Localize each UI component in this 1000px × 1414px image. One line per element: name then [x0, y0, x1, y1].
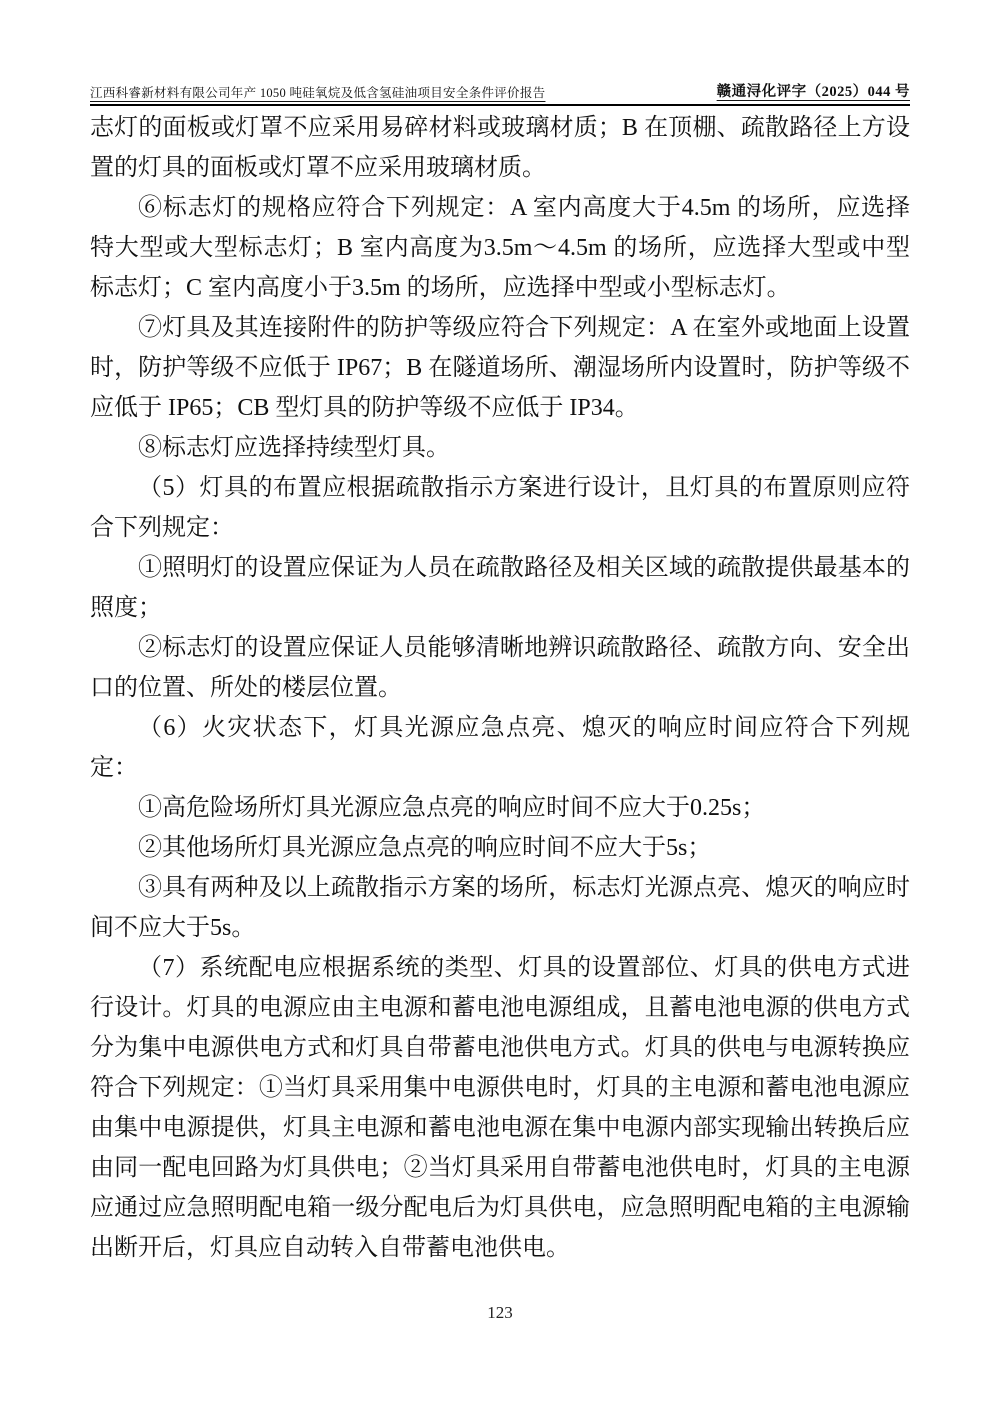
page-header: [90, 80, 910, 106]
body-paragraph: ⑧标志灯应选择持续型灯具。: [138, 435, 450, 461]
body-paragraph: （6）火灾状态下，灯具光源应急点亮、熄灭的响应时间应符合下列规定：: [90, 715, 910, 781]
body-paragraph: （7）系统配电应根据系统的类型、灯具的设置部位、灯具的供电方式进行设计。灯具的电源应由主电源和蓄电池电源组成，且蓄电池电源的供电方式分为集中电源供电方式和灯具自带蓄电池供电方式。灯具的供电与电源转换应符合下列规定：①当灯具采用集中电源供电时，灯具的主电源和蓄电池电源应由集中电源提供，灯具主电源和蓄电池电源在集中电源内部实现输出转换后应由同一配电回路为灯具供电；②当灯具采用自带蓄电池供电时，灯具的主电源应通过应急照明配电箱一级分配电后为灯具供电，应急照明配电箱的主电源输出断开后，灯具应自动转入自带蓄电池供电。: [90, 955, 910, 1261]
body-paragraph: ⑦灯具及其连接附件的防护等级应符合下列规定：A 在室外或地面上设置时，防护等级不应低于 IP67；B 在隧道场所、潮湿场所内设置时，防护等级不应低于 IP65；CB 型灯具的防护等级不应低于 IP34。: [90, 315, 910, 421]
page-number: 123: [487, 1303, 513, 1322]
body-paragraph: 志灯的面板或灯罩不应采用易碎材料或玻璃材质；B 在顶棚、疏散路径上方设置的灯具的面板或灯罩不应采用玻璃材质。: [90, 115, 910, 181]
body-paragraph: ①高危险场所灯具光源应急点亮的响应时间不应大于0.25s；: [138, 795, 766, 821]
body-paragraph: （5）灯具的布置应根据疏散指示方案进行设计，且灯具的布置原则应符合下列规定：: [90, 475, 910, 541]
page-footer: [0, 1303, 1000, 1323]
body-paragraph: ①照明灯的设置应保证为人员在疏散路径及相关区域的疏散提供最基本的照度；: [90, 555, 910, 621]
document-body: [90, 108, 910, 1268]
body-paragraph: ⑥标志灯的规格应符合下列规定：A 室内高度大于4.5m 的场所，应选择特大型或大型标志灯；B 室内高度为3.5m～4.5m 的场所，应选择大型或中型标志灯；C 室内高度小于3.5m 的场所，应选择中型或小型标志灯。: [90, 195, 910, 301]
body-paragraph: ②其他场所灯具光源应急点亮的响应时间不应大于5s；: [138, 835, 712, 861]
header-report-title: 江西科睿新材料有限公司年产 1050 吨硅氧烷及低含氢硅油项目安全条件评价报告: [90, 86, 546, 100]
body-paragraph: ③具有两种及以上疏散指示方案的场所，标志灯光源点亮、熄灭的响应时间不应大于5s。: [90, 875, 910, 941]
header-document-number: 赣通浔化评字（2025）044 号: [716, 84, 910, 100]
body-paragraph: ②标志灯的设置应保证人员能够清晰地辨识疏散路径、疏散方向、安全出口的位置、所处的楼层位置。: [90, 635, 910, 701]
